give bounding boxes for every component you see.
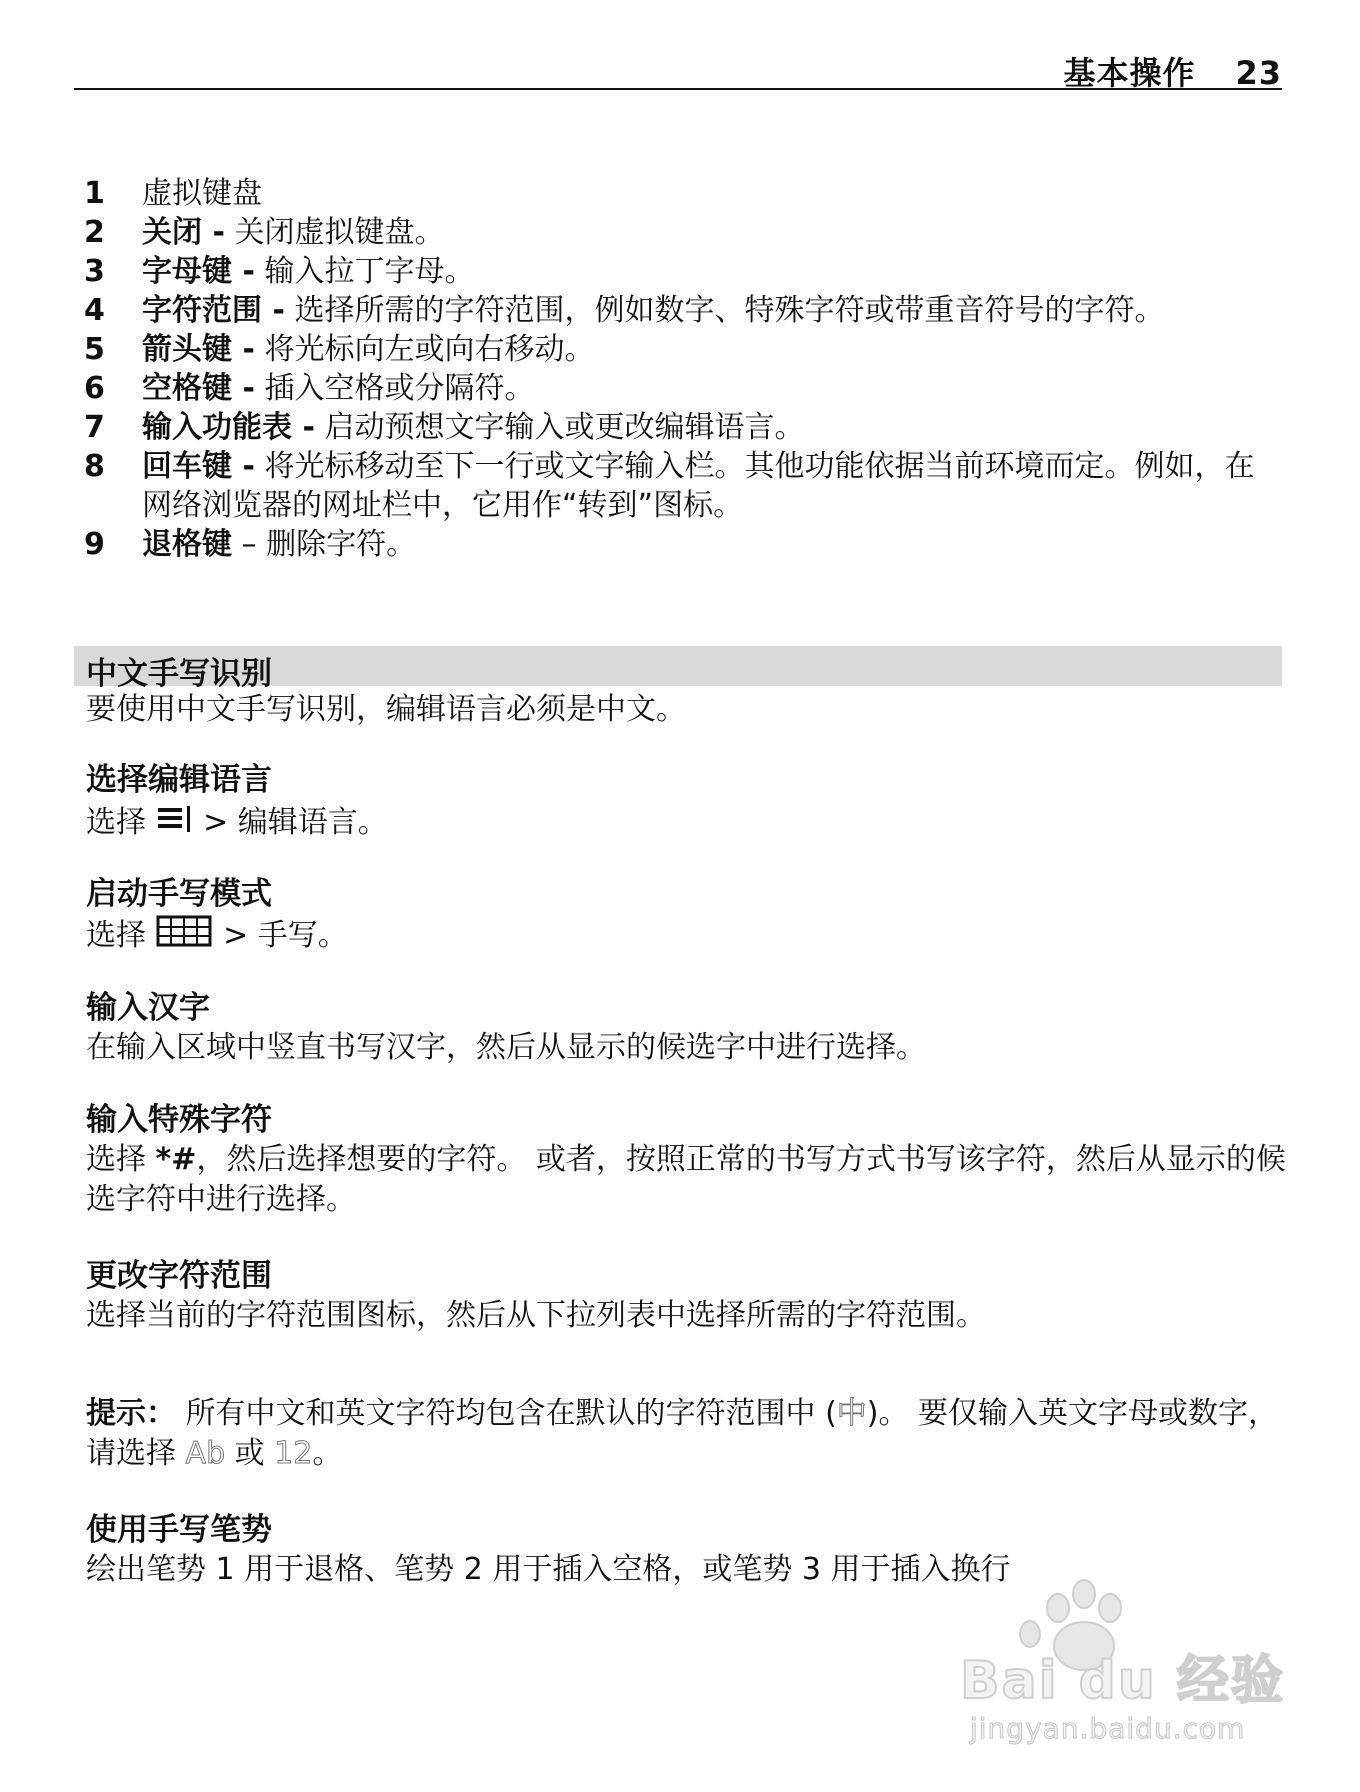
block-prefix: 选择 — [86, 1142, 146, 1177]
item-name: 空格键 - — [142, 371, 255, 406]
item-number: 1 — [84, 176, 105, 211]
list-item — [84, 291, 1284, 330]
block-body — [86, 800, 1286, 847]
list-item — [84, 174, 1284, 213]
block-heading: 启动手写模式 — [86, 876, 272, 912]
section-header-band — [74, 646, 1282, 692]
item-desc: 启动预想文字输入或更改编辑语言。 — [314, 410, 805, 445]
block-prefix: 选择 — [86, 805, 146, 840]
block-handwriting-mode — [86, 874, 1286, 959]
block-body: 选择当前的字符范围图标，然后从下拉列表中选择所需的字符范围。 — [86, 1298, 986, 1333]
tip-end: 。 — [312, 1436, 343, 1471]
section-name: 基本操作 — [1063, 54, 1196, 92]
item-number: 6 — [84, 371, 105, 406]
block-body — [86, 1140, 1286, 1220]
block-change-range — [86, 1256, 1286, 1336]
numeric-range-icon: 12 — [274, 1436, 313, 1471]
intro-text: 要使用中文手写识别，编辑语言必须是中文。 — [86, 692, 686, 727]
block-suffix: > 手写。 — [213, 918, 348, 953]
item-number: 2 — [84, 215, 105, 250]
tip-text-1: 所有中文和英文字符均包含在默认的字符范围中 ( — [176, 1396, 837, 1431]
chinese-range-icon: 中 — [836, 1396, 867, 1431]
item-number: 4 — [84, 293, 105, 328]
ab-range-icon: Ab — [185, 1436, 226, 1471]
item-name: 输入功能表 - — [142, 410, 315, 445]
list-item — [84, 330, 1284, 369]
page-header — [74, 42, 1282, 90]
keyboard-icon — [156, 914, 214, 959]
list-item — [84, 408, 1284, 447]
block-text: ，然后选择想要的字符。 或者，按照正常的书写方式书写该字符，然后从显示的候选字符中进行选择。 — [86, 1142, 1286, 1217]
item-number: 5 — [84, 332, 105, 367]
list-item — [84, 369, 1284, 408]
section-intro — [86, 690, 1286, 730]
block-suffix: > 编辑语言。 — [193, 805, 388, 840]
tip-text-2: )。 要仅输入英文字母或数字，请选择 — [86, 1396, 1279, 1471]
legend-list — [84, 174, 1284, 564]
item-number: 9 — [84, 527, 105, 562]
item-number: 3 — [84, 254, 105, 289]
item-number: 8 — [84, 449, 105, 484]
item-name: 箭头键 - — [142, 332, 255, 367]
item-desc: – 删除字符。 — [232, 527, 417, 562]
block-special-chars — [86, 1100, 1286, 1220]
item-desc: 插入空格或分隔符。 — [254, 371, 535, 406]
header-title — [1023, 48, 1282, 94]
item-desc: 将光标移动至下一行或文字输入栏。其他功能依据当前环境而定。例如，在网络浏览器的网址栏中，它用作“转到”图标。 — [142, 449, 1255, 523]
watermark-url: jingyan.baidu.com — [970, 1712, 1246, 1745]
menu-icon — [156, 800, 194, 847]
block-input-hanzi — [86, 988, 1286, 1068]
page-number: 23 — [1235, 54, 1282, 92]
tip-block — [86, 1394, 1286, 1474]
block-heading: 输入特殊字符 — [86, 1102, 272, 1138]
block-body: 在输入区域中竖直书写汉字，然后从显示的候选字中进行选择。 — [86, 1030, 926, 1065]
tip-label: 提示： — [86, 1396, 176, 1431]
section-title: 中文手写识别 — [86, 656, 272, 692]
block-heading: 选择编辑语言 — [86, 762, 272, 798]
item-number: 7 — [84, 410, 105, 445]
block-select-language — [86, 760, 1286, 847]
item-name: 虚拟键盘 — [142, 176, 262, 211]
item-name: 字母键 - — [142, 254, 255, 289]
item-desc: 关闭虚拟键盘。 — [224, 215, 445, 250]
item-desc: 选择所需的字符范围，例如数字、特殊字符或带重音符号的字符。 — [284, 293, 1165, 328]
block-heading: 使用手写笔势 — [86, 1512, 272, 1548]
item-desc: 将光标向左或向右移动。 — [254, 332, 595, 367]
watermark-logo-text: Bai du 经验 — [960, 1651, 1285, 1711]
block-body — [86, 914, 1286, 959]
list-item — [84, 213, 1284, 252]
list-item — [84, 252, 1284, 291]
block-heading: 更改字符范围 — [86, 1258, 272, 1294]
baidu-watermark — [960, 1560, 1285, 1770]
item-desc: 输入拉丁字母。 — [254, 254, 475, 289]
block-heading: 输入汉字 — [86, 990, 210, 1026]
item-name: 字符范围 - — [142, 293, 285, 328]
item-name: 回车键 - — [142, 449, 255, 484]
block-body: 绘出笔势 1 用于退格、笔势 2 用于插入空格，或笔势 3 用于插入换行 — [86, 1552, 1011, 1587]
list-item — [84, 447, 1284, 525]
special-char-symbol: *# — [155, 1142, 197, 1177]
tip-or: 或 — [225, 1436, 275, 1471]
block-prefix: 选择 — [86, 918, 146, 953]
item-name: 退格键 — [142, 527, 232, 562]
list-item — [84, 525, 1284, 564]
item-name: 关闭 - — [142, 215, 225, 250]
